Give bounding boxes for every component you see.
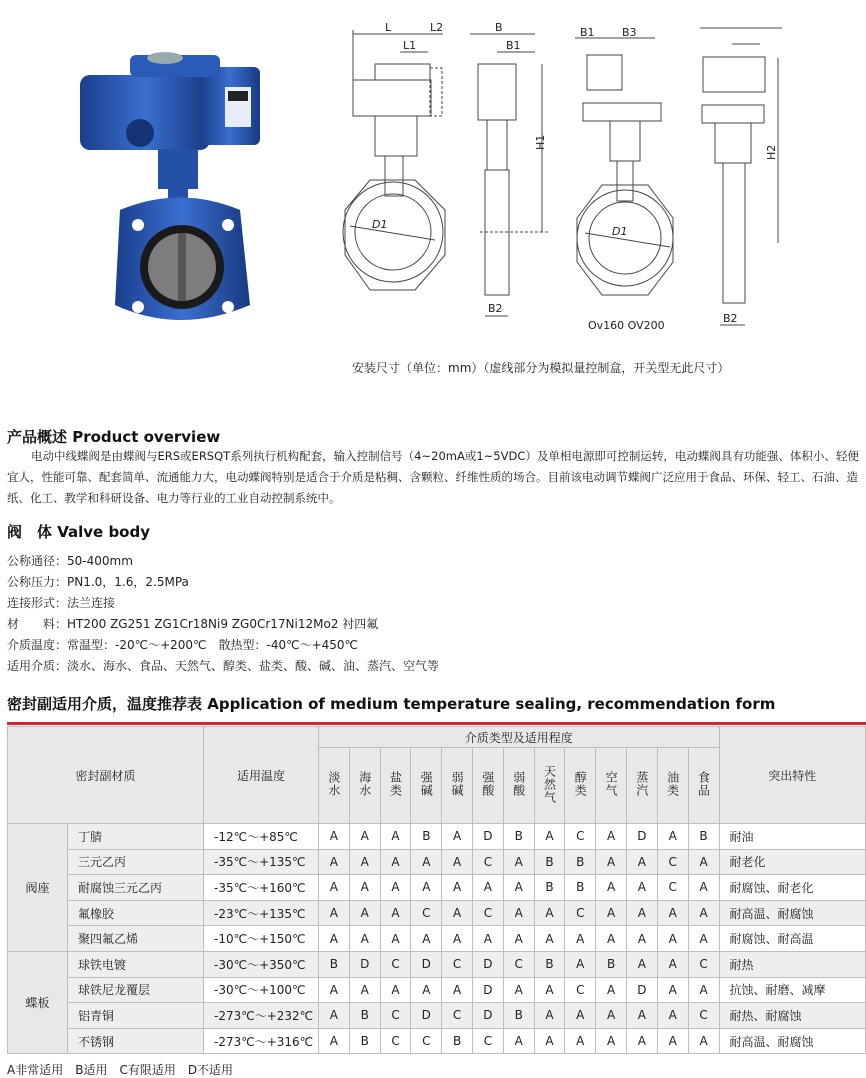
accent-divider: [7, 722, 866, 725]
rating-cell: D: [473, 824, 504, 850]
media-header: [626, 748, 657, 824]
rating-cell: A: [596, 900, 627, 926]
dim-label-b1-2: B1: [580, 26, 595, 39]
media-header: [380, 748, 411, 824]
material-cell: 三元乙丙: [68, 849, 204, 875]
media-label: 弱碱: [450, 771, 465, 797]
dim-label-l: L: [385, 21, 392, 34]
rating-cell: B: [503, 824, 534, 850]
temp-cell: -10℃～+150℃: [204, 926, 319, 952]
rating-cell: A: [411, 875, 442, 901]
rating-cell: A: [596, 926, 627, 952]
media-header: [657, 748, 688, 824]
rating-cell: A: [596, 977, 627, 1003]
dim-label-d1-2: D1: [612, 225, 628, 238]
rating-cell: C: [565, 977, 596, 1003]
rating-cell: A: [503, 977, 534, 1003]
rating-cell: A: [411, 926, 442, 952]
rating-cell: A: [688, 875, 719, 901]
rating-cell: D: [411, 951, 442, 977]
rating-cell: A: [442, 875, 473, 901]
feature-cell: 耐热: [719, 951, 865, 977]
rating-cell: C: [473, 1028, 504, 1054]
rating-cell: B: [565, 849, 596, 875]
material-cell: 聚四氟乙烯: [68, 926, 204, 952]
media-header: [473, 748, 504, 824]
rating-cell: A: [411, 977, 442, 1003]
media-label: 蒸汽: [634, 771, 649, 797]
rating-cell: B: [534, 951, 565, 977]
rating-cell: C: [380, 1003, 411, 1029]
temp-cell: -23℃～+135℃: [204, 900, 319, 926]
material-cell: 不锈钢: [68, 1028, 204, 1054]
rating-cell: A: [657, 977, 688, 1003]
rating-cell: A: [565, 1003, 596, 1029]
feature-cell: 耐腐蚀、耐老化: [719, 875, 865, 901]
rating-cell: C: [442, 1003, 473, 1029]
rating-cell: B: [349, 1028, 380, 1054]
rating-cell: A: [503, 1028, 534, 1054]
rating-cell: A: [319, 1028, 350, 1054]
rating-cell: B: [596, 951, 627, 977]
rating-cell: D: [349, 951, 380, 977]
temp-cell: -12℃～+85℃: [204, 824, 319, 850]
rating-cell: A: [626, 1003, 657, 1029]
rating-cell: A: [688, 900, 719, 926]
table-row: [8, 849, 866, 875]
dim-label-b: B: [495, 21, 503, 34]
table-row: [8, 900, 866, 926]
rating-cell: A: [626, 926, 657, 952]
rating-cell: A: [349, 824, 380, 850]
rating-cell: A: [349, 977, 380, 1003]
table-row: [8, 1003, 866, 1029]
rating-cell: A: [503, 926, 534, 952]
overview-text: 电动中线蝶阀是由蝶阀与ERS或ERSQT系列执行机构配套，输入控制信号（4~20mA或1~5VDC）及单相电源即可控制运转，电动蝶阀具有功能强、体积小、轻便宜人，性能可靠、配套简单、流通能力大，电动蝶阀特别是适合于介质是粘稠、含颗粒、纤维性质的场合。目前该电动调节蝶阀广泛应用于食品、环保、轻工、石油、造纸、化工、教学和科研设备、电力等行业的工业自动控制系统中。: [7, 449, 859, 505]
media-header: [349, 748, 380, 824]
feature-cell: 耐高温、耐腐蚀: [719, 1028, 865, 1054]
rating-cell: D: [473, 951, 504, 977]
rating-cell: A: [626, 849, 657, 875]
dim-label-h2: H2: [765, 144, 778, 160]
media-header: [319, 748, 350, 824]
rating-cell: A: [319, 875, 350, 901]
rating-cell: C: [380, 1028, 411, 1054]
spec-material: 材 料：HT200 ZG251 ZG1Cr18Ni9 ZG0Cr17Ni12Mo2 衬四氟: [7, 617, 379, 631]
rating-cell: A: [442, 900, 473, 926]
table-row: [8, 926, 866, 952]
table-row: [8, 951, 866, 977]
sealing-table: [7, 726, 866, 1054]
rating-cell: A: [319, 849, 350, 875]
temp-cell: -273℃～+232℃: [204, 1003, 319, 1029]
rating-cell: A: [657, 1028, 688, 1054]
rating-cell: A: [596, 849, 627, 875]
header-media: 介质类型及适用程度: [319, 727, 720, 748]
rating-cell: C: [411, 1028, 442, 1054]
header-temp: 适用温度: [204, 727, 319, 824]
rating-cell: D: [473, 977, 504, 1003]
rating-cell: A: [626, 875, 657, 901]
temp-cell: -30℃～+100℃: [204, 977, 319, 1003]
rating-cell: B: [565, 875, 596, 901]
media-label: 淡水: [326, 771, 341, 797]
media-header: [565, 748, 596, 824]
rating-cell: C: [380, 951, 411, 977]
rating-cell: A: [380, 849, 411, 875]
temp-cell: -35℃～+135℃: [204, 849, 319, 875]
spec-diameter: 公称通径：50-400mm: [7, 554, 133, 568]
spec-pressure: 公称压力：PN1.0，1.6，2.5MPa: [7, 575, 189, 589]
media-header: [688, 748, 719, 824]
rating-cell: A: [534, 977, 565, 1003]
rating-cell: A: [349, 875, 380, 901]
rating-cell: B: [349, 1003, 380, 1029]
rating-cell: A: [503, 900, 534, 926]
table-row: [8, 824, 866, 850]
rating-cell: A: [534, 1003, 565, 1029]
material-cell: 丁腈: [68, 824, 204, 850]
media-header: [411, 748, 442, 824]
rating-cell: A: [688, 926, 719, 952]
dim-label-l1: L1: [403, 39, 417, 52]
rating-cell: B: [534, 875, 565, 901]
material-cell: 球铁电镀: [68, 951, 204, 977]
media-label: 海水: [357, 771, 372, 797]
table-row: [8, 875, 866, 901]
group-cell: 阀座: [8, 824, 68, 952]
rating-cell: D: [473, 1003, 504, 1029]
feature-cell: 耐高温、耐腐蚀: [719, 900, 865, 926]
feature-cell: 耐腐蚀、耐高温: [719, 926, 865, 952]
rating-cell: A: [596, 875, 627, 901]
media-header: [503, 748, 534, 824]
rating-cell: A: [657, 1003, 688, 1029]
dim-label-l2: L2: [430, 21, 444, 34]
material-cell: 铝青铜: [68, 1003, 204, 1029]
spec-media: 适用介质：淡水、海水、食品、天然气、醇类、盐类、酸、碱、油、蒸汽、空气等: [7, 659, 440, 673]
feature-cell: 耐老化: [719, 849, 865, 875]
rating-cell: D: [626, 977, 657, 1003]
media-label: 食品: [696, 771, 711, 797]
rating-cell: A: [380, 824, 411, 850]
media-header: [534, 748, 565, 824]
rating-cell: A: [319, 824, 350, 850]
rating-cell: A: [626, 951, 657, 977]
temp-cell: -30℃～+350℃: [204, 951, 319, 977]
media-label: 油类: [665, 771, 680, 797]
table-row: [8, 977, 866, 1003]
media-label: 天然气: [542, 764, 557, 804]
rating-cell: D: [411, 1003, 442, 1029]
dim-label-b2-2: B2: [723, 312, 738, 325]
media-label: 弱酸: [511, 771, 526, 797]
rating-cell: A: [349, 900, 380, 926]
dim-label-d1: D1: [372, 218, 388, 231]
rating-cell: B: [442, 1028, 473, 1054]
media-label: 强碱: [419, 771, 434, 797]
material-cell: 氟橡胶: [68, 900, 204, 926]
rating-cell: A: [411, 849, 442, 875]
dim-label-b1: B1: [506, 39, 521, 52]
overview-title: 产品概述 Product overview: [7, 428, 221, 446]
rating-cell: A: [596, 824, 627, 850]
rating-cell: A: [319, 900, 350, 926]
rating-cell: A: [596, 1028, 627, 1054]
rating-cell: C: [688, 1003, 719, 1029]
rating-cell: A: [349, 926, 380, 952]
rating-cell: C: [473, 849, 504, 875]
rating-cell: B: [688, 824, 719, 850]
rating-cell: A: [442, 926, 473, 952]
rating-cell: A: [380, 977, 411, 1003]
media-label: 空气: [604, 771, 619, 797]
product-photo: [60, 45, 300, 345]
rating-cell: A: [534, 824, 565, 850]
rating-cell: A: [565, 926, 596, 952]
rating-cell: A: [657, 824, 688, 850]
header-feature: 突出特性: [719, 727, 865, 824]
spec-temperature: 介质温度：常温型：-20℃～+200℃ 散热型：-40℃～+450℃: [7, 638, 359, 652]
rating-cell: B: [534, 849, 565, 875]
rating-cell: A: [534, 1028, 565, 1054]
media-label: 醇类: [573, 771, 588, 797]
rating-cell: A: [442, 977, 473, 1003]
temp-cell: -273℃～+316℃: [204, 1028, 319, 1054]
rating-cell: C: [657, 875, 688, 901]
media-label: 盐类: [388, 771, 403, 797]
rating-cell: B: [411, 824, 442, 850]
rating-cell: A: [503, 875, 534, 901]
feature-cell: 耐油: [719, 824, 865, 850]
rating-cell: B: [503, 1003, 534, 1029]
material-cell: 球铁尼龙覆层: [68, 977, 204, 1003]
dim-label-h1: H1: [534, 134, 547, 150]
valve-body-specs: [7, 551, 439, 677]
rating-cell: A: [688, 849, 719, 875]
rating-cell: A: [565, 951, 596, 977]
rating-cell: A: [657, 926, 688, 952]
rating-cell: C: [411, 900, 442, 926]
rating-cell: A: [319, 977, 350, 1003]
rating-cell: A: [565, 1028, 596, 1054]
feature-cell: 抗蚀、耐磨、减摩: [719, 977, 865, 1003]
rating-cell: C: [473, 900, 504, 926]
rating-cell: C: [503, 951, 534, 977]
header-material: 密封副材质: [8, 727, 204, 824]
rating-cell: C: [657, 849, 688, 875]
rating-cell: A: [380, 926, 411, 952]
rating-cell: A: [380, 875, 411, 901]
rating-cell: C: [565, 824, 596, 850]
rating-cell: A: [657, 900, 688, 926]
valve-body-title: 阀 体 Valve body: [7, 523, 151, 541]
table-row: [8, 1028, 866, 1054]
rating-cell: A: [503, 849, 534, 875]
feature-cell: 耐热、耐腐蚀: [719, 1003, 865, 1029]
temp-cell: -35℃～+160℃: [204, 875, 319, 901]
table-title: 密封副适用介质，温度推荐表 Application of medium temperature sealing, recommendation form: [7, 695, 776, 713]
rating-cell: C: [565, 900, 596, 926]
material-cell: 耐腐蚀三元乙丙: [68, 875, 204, 901]
rating-cell: A: [380, 900, 411, 926]
rating-cell: B: [319, 951, 350, 977]
media-header: [442, 748, 473, 824]
rating-cell: A: [688, 1028, 719, 1054]
spec-connection: 连接形式：法兰连接: [7, 596, 116, 610]
table-legend: A非常适用 B适用 C有限适用 D不适用: [7, 1063, 234, 1077]
rating-cell: A: [442, 824, 473, 850]
dim-label-b3: B3: [622, 26, 637, 39]
rating-cell: A: [442, 849, 473, 875]
model-label: Ov160 OV200: [588, 319, 665, 332]
rating-cell: D: [626, 824, 657, 850]
rating-cell: A: [626, 900, 657, 926]
diagram-caption: 安装尺寸（单位：mm）（虚线部分为模拟量控制盒，开关型无此尺寸）: [352, 361, 730, 375]
rating-cell: A: [688, 977, 719, 1003]
rating-cell: A: [534, 900, 565, 926]
media-label: 强酸: [480, 771, 495, 797]
rating-cell: A: [473, 875, 504, 901]
dim-label-b2: B2: [488, 302, 503, 315]
media-header: [596, 748, 627, 824]
dimension-drawing: [330, 0, 810, 340]
group-cell: 蝶板: [8, 951, 68, 1053]
rating-cell: C: [688, 951, 719, 977]
rating-cell: A: [319, 926, 350, 952]
rating-cell: A: [473, 926, 504, 952]
rating-cell: A: [626, 1028, 657, 1054]
rating-cell: A: [534, 926, 565, 952]
rating-cell: A: [657, 951, 688, 977]
rating-cell: A: [319, 1003, 350, 1029]
rating-cell: C: [442, 951, 473, 977]
rating-cell: A: [596, 1003, 627, 1029]
rating-cell: A: [349, 849, 380, 875]
